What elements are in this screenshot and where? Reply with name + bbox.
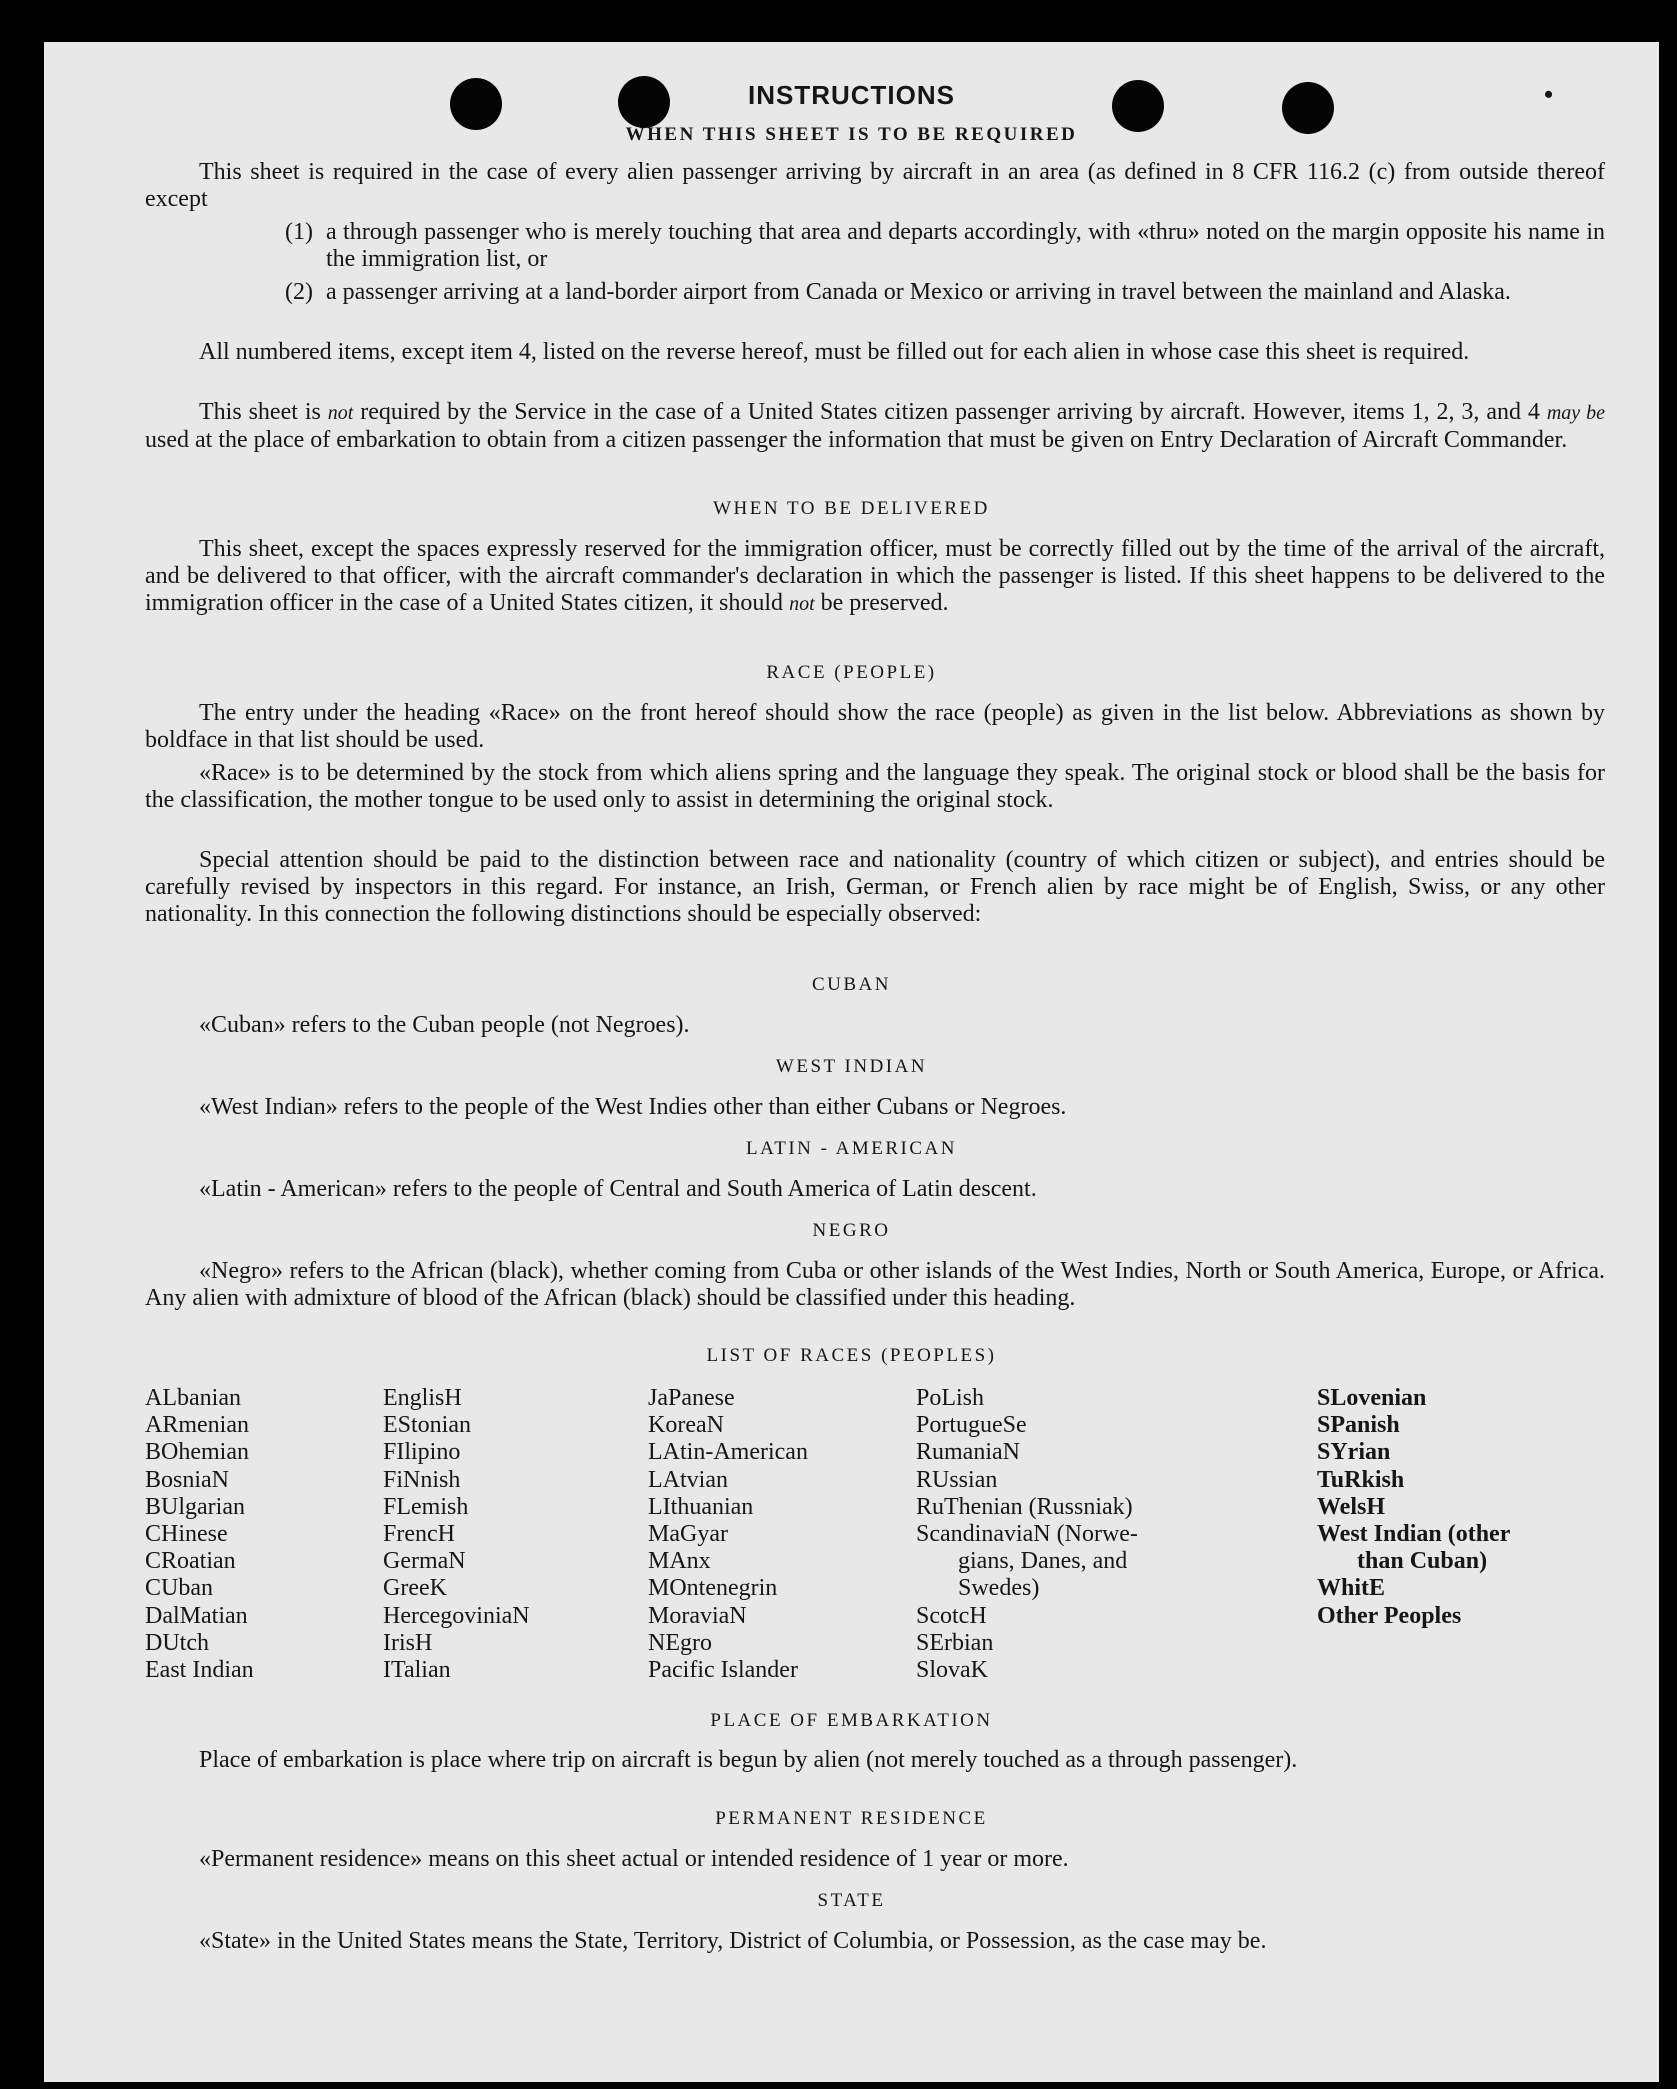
races-column xyxy=(648,1385,808,1684)
section-title-delivered: WHEN TO BE DELIVERED xyxy=(713,498,990,519)
list-item: CUban xyxy=(145,1575,213,1602)
item-text: a through passenger who is merely touching that area and departs accordingly, with «thru» noted on the margin opposite his name in the immigration list, or xyxy=(326,219,1605,272)
section-title-residence: PERMANENT RESIDENCE xyxy=(715,1808,988,1829)
italic-not: not xyxy=(789,593,815,615)
list-item: DalMatian xyxy=(145,1602,248,1629)
list-item: SlovaK xyxy=(916,1657,988,1684)
text-run: This sheet is xyxy=(199,399,328,425)
list-item: FiNnish xyxy=(383,1466,461,1493)
list-item: East Indian xyxy=(145,1657,254,1684)
list-item: PortugueSe xyxy=(916,1412,1027,1439)
list-item: LAtin-American xyxy=(648,1439,808,1466)
list-item: FrencH xyxy=(383,1521,455,1548)
list-item: LAtvian xyxy=(648,1466,728,1493)
section-title-embarkation: PLACE OF EMBARKATION xyxy=(710,1710,993,1731)
list-item: gians, Danes, and xyxy=(958,1548,1128,1575)
list-item: Other Peoples xyxy=(1317,1602,1462,1629)
section-title-race: RACE (PEOPLE) xyxy=(766,662,937,683)
section-title-west-indian: WEST INDIAN xyxy=(775,1056,928,1077)
races-column xyxy=(1317,1385,1510,1630)
list-item: WhitE xyxy=(1317,1575,1386,1602)
paragraph-numbered-items: All numbered items, except item 4, listed on the reverse hereof, must be filled out for each alien in whose case this sheet is required. xyxy=(199,339,1470,365)
paragraph-embarkation: Place of embarkation is place where trip on aircraft is begun by alien (not merely touched as a through passenger). xyxy=(199,1747,1298,1773)
paragraph-citizen xyxy=(145,399,1605,454)
list-item: GermaN xyxy=(383,1548,466,1575)
list-item: ARmenian xyxy=(145,1412,249,1439)
list-item: LIthuanian xyxy=(648,1493,754,1520)
list-item: BOhemian xyxy=(145,1439,249,1466)
list-item: CRoatian xyxy=(145,1548,236,1575)
list-item: SYrian xyxy=(1317,1439,1391,1466)
list-item: than Cuban) xyxy=(1357,1548,1488,1575)
page-title: INSTRUCTIONS xyxy=(748,80,955,110)
paragraph-cuban: «Cuban» refers to the Cuban people (not Negroes). xyxy=(199,1012,690,1038)
document-sheet xyxy=(44,42,1659,2082)
list-item: ScotcH xyxy=(916,1602,987,1629)
italic-not: not xyxy=(327,402,354,424)
list-item: BUlgarian xyxy=(145,1493,245,1520)
section-title-latin-american: LATIN - AMERICAN xyxy=(746,1138,957,1159)
section-title-cuban: CUBAN xyxy=(811,974,891,995)
paragraph-residence: «Permanent residence» means on this sheet actual or intended residence of 1 year or more. xyxy=(199,1846,1069,1872)
list-item: FLemish xyxy=(383,1493,469,1520)
text-run: used at the place of embarkation to obtain from a citizen passenger the information that must be given on Entry Declaration of Aircraft Commander. xyxy=(145,427,1568,453)
list-item: SLovenian xyxy=(1317,1385,1427,1411)
section-title-required: WHEN THIS SHEET IS TO BE REQUIRED xyxy=(625,124,1078,145)
list-item: HercegoviniaN xyxy=(383,1602,530,1629)
text-run: be preserved. xyxy=(814,590,949,616)
list-item: West Indian (other xyxy=(1317,1521,1511,1548)
scan-speck: • xyxy=(1544,80,1554,109)
list-item: SErbian xyxy=(916,1629,994,1656)
paragraph-state: «State» in the United States means the State, Territory, District of Columbia, or Possession, as the case may be. xyxy=(199,1928,1267,1954)
races-column xyxy=(145,1385,254,1684)
list-item: ITalian xyxy=(383,1657,451,1684)
list-item: CHinese xyxy=(145,1521,228,1548)
list-item: Swedes) xyxy=(958,1575,1040,1602)
list-item: EnglisH xyxy=(383,1385,462,1411)
list-item: FIlipino xyxy=(383,1439,461,1466)
list-item: MAnx xyxy=(648,1548,711,1575)
paragraph-west-indian: «West Indian» refers to the people of the West Indies other than either Cubans or Negroes. xyxy=(199,1094,1067,1120)
list-item: IrisH xyxy=(383,1629,433,1656)
list-item: KoreaN xyxy=(648,1412,724,1439)
item-number: (1) xyxy=(285,219,313,245)
list-item: ALbanian xyxy=(145,1385,241,1411)
paragraph-race-nationality: Special attention should be paid to the distinction between race and nationality (country of which citizen or subject), and entries should be carefully revised by inspectors in this regard. For instance, an Irish, German, or French alien by race might be of English, Swiss, or any other nationality. In this connection the following distinctions should be especially observed: xyxy=(145,847,1605,927)
list-item: TuRkish xyxy=(1317,1466,1405,1493)
paragraph-negro: «Negro» refers to the African (black), whether coming from Cuba or other islands of the West Indies, North or South America, Europe, or Africa. Any alien with admixture of blood of the African (black) should be classified under this heading. xyxy=(145,1258,1605,1311)
item-number: (2) xyxy=(285,279,313,305)
section-title-state: STATE xyxy=(817,1890,886,1911)
item-text: a passenger arriving at a land-border airport from Canada or Mexico or arriving in travel between the mainland and Alaska. xyxy=(326,279,1511,305)
paragraph-delivered xyxy=(145,536,1605,618)
list-item xyxy=(285,219,1605,273)
list-item: SPanish xyxy=(1317,1412,1400,1439)
list-item: NEgro xyxy=(648,1629,712,1656)
list-item: MaGyar xyxy=(648,1521,728,1548)
list-item: EStonian xyxy=(383,1412,471,1439)
list-item: BosniaN xyxy=(145,1466,229,1493)
list-item: GreeK xyxy=(383,1575,447,1602)
list-item: ScandinaviaN (Norwe- xyxy=(916,1521,1138,1548)
list-item: MOntenegrin xyxy=(648,1575,778,1602)
section-title-negro: NEGRO xyxy=(812,1220,891,1241)
list-item: MoraviaN xyxy=(648,1602,747,1629)
list-item: RuThenian (Russniak) xyxy=(916,1493,1133,1520)
list-item: PoLish xyxy=(916,1385,985,1411)
list-item: RumaniaN xyxy=(916,1439,1020,1466)
list-item xyxy=(285,279,1605,306)
italic-may-be: may be xyxy=(1546,402,1605,424)
list-item: RUssian xyxy=(916,1466,998,1493)
section-title-list-of-races: LIST OF RACES (PEOPLES) xyxy=(706,1345,997,1366)
races-column xyxy=(383,1385,530,1684)
paragraph-latin-american: «Latin - American» refers to the people of Central and South America of Latin descent. xyxy=(199,1176,1037,1202)
paragraph-race-stock: «Race» is to be determined by the stock from which aliens spring and the language they speak. The original stock or blood shall be the basis for the classification, the mother tongue to be used only to assist in determining the original stock. xyxy=(145,760,1605,813)
list-item: DUtch xyxy=(145,1629,209,1656)
list-item: JaPanese xyxy=(648,1385,735,1411)
list-item: WelsH xyxy=(1317,1493,1386,1520)
races-column xyxy=(916,1385,1138,1684)
text-run: required by the Service in the case of a United States citizen passenger arriving by aircraft. However, items 1, 2, 3, and 4 xyxy=(353,399,1547,425)
paragraph-required-intro: This sheet is required in the case of every alien passenger arriving by aircraft in an area (as defined in 8 CFR 116.2 (c) from outside thereof except xyxy=(145,159,1605,212)
paragraph-race-entry: The entry under the heading «Race» on the front hereof should show the race (people) as given in the list below. Abbreviations as shown by boldface in that list should be used. xyxy=(145,700,1605,753)
list-item: Pacific Islander xyxy=(648,1657,798,1684)
text-run: This sheet, except the spaces expressly reserved for the immigration officer, must be correctly filled out by the time of the arrival of the aircraft, and be delivered to that officer, with the aircraft commander's declaration in which the passenger is listed. If this sheet happens to be delivered to the immigration officer in the case of a United States citizen, it should xyxy=(145,536,1605,616)
